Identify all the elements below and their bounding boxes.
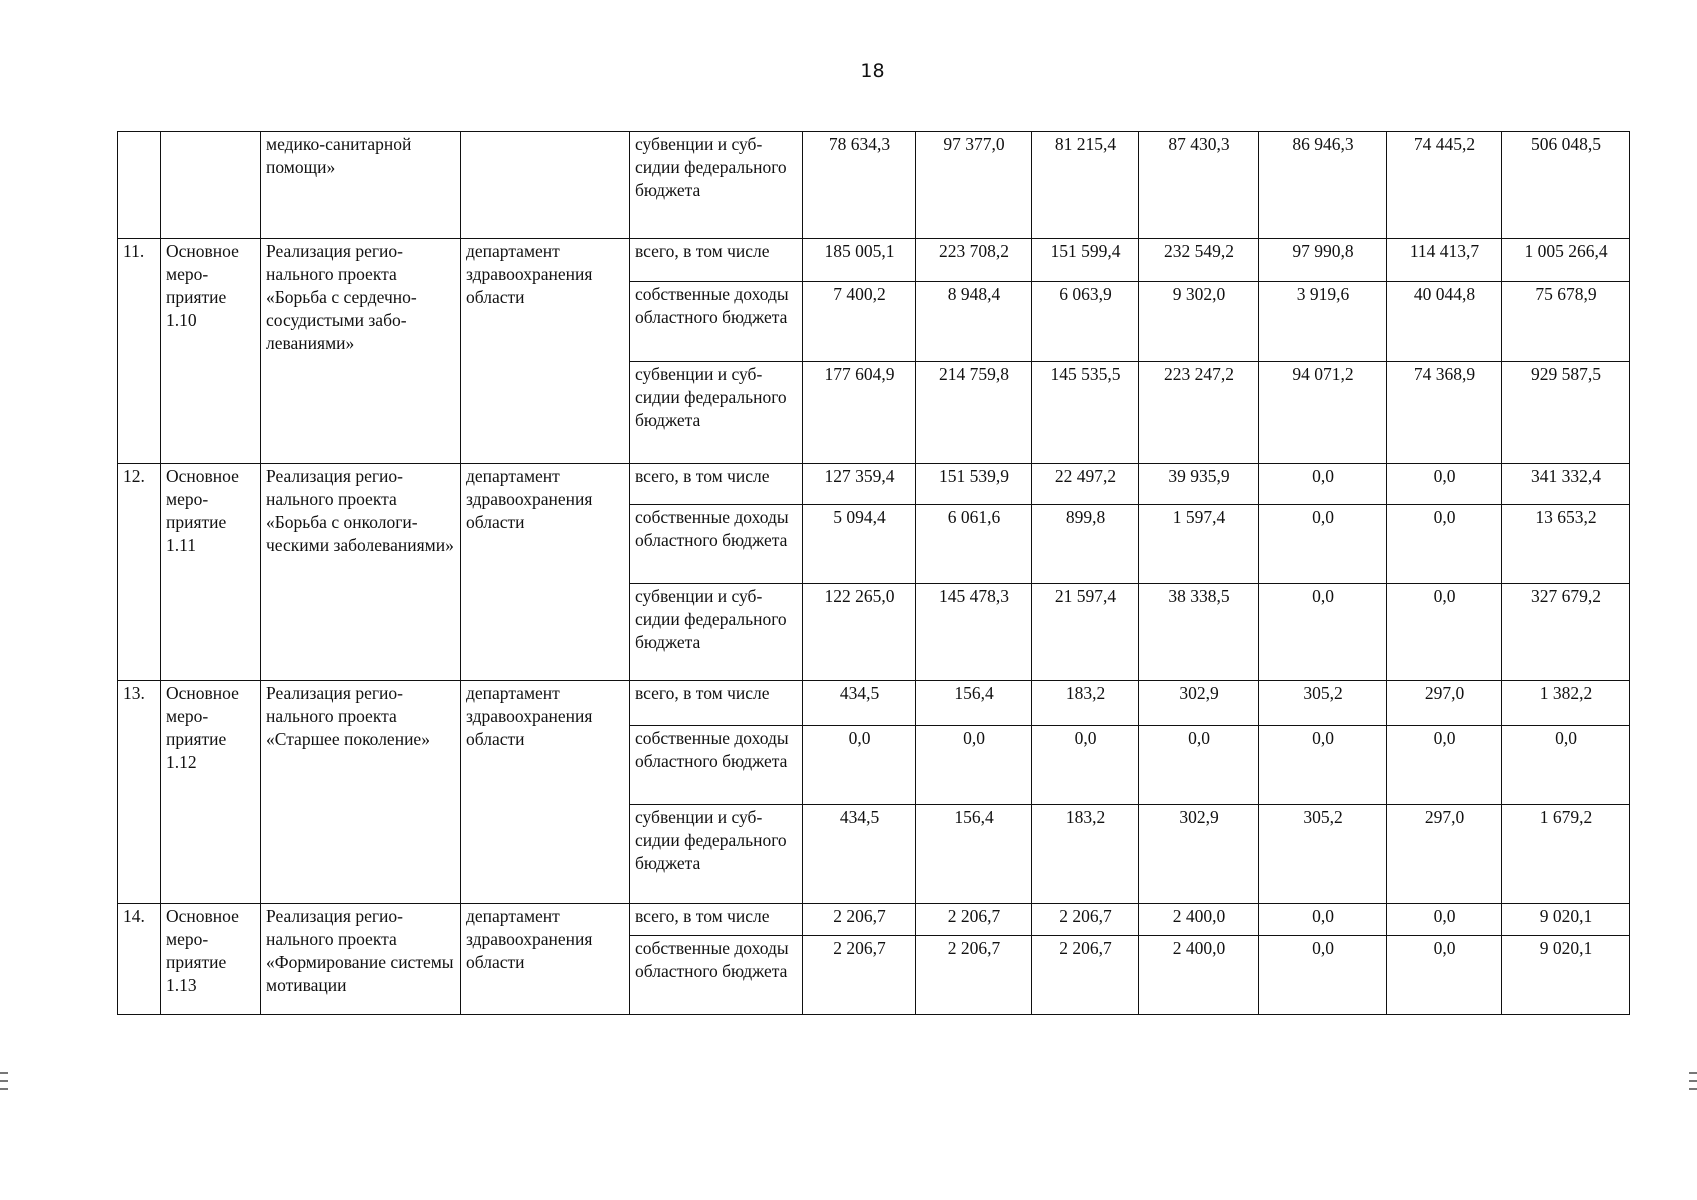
value-cell: 929 587,5 bbox=[1502, 362, 1630, 464]
page-number: 18 bbox=[860, 60, 885, 82]
scan-mark bbox=[1689, 1080, 1697, 1082]
value-cell: 232 549,2 bbox=[1139, 239, 1259, 282]
value-cell: 899,8 bbox=[1032, 505, 1139, 584]
source-cell: всего, в том числе bbox=[630, 239, 803, 282]
value-cell: 1 005 266,4 bbox=[1502, 239, 1630, 282]
value-cell: 434,5 bbox=[803, 681, 916, 726]
table-row bbox=[118, 132, 1630, 239]
value-cell: 2 206,7 bbox=[1032, 936, 1139, 1015]
value-cell: 183,2 bbox=[1032, 805, 1139, 904]
value-cell: 38 338,5 bbox=[1139, 584, 1259, 681]
value-cell: 151 599,4 bbox=[1032, 239, 1139, 282]
value-cell: 127 359,4 bbox=[803, 464, 916, 505]
value-cell: 0,0 bbox=[1502, 726, 1630, 805]
value-cell: 302,9 bbox=[1139, 681, 1259, 726]
value-cell: 0,0 bbox=[1259, 936, 1387, 1015]
title-cell: Реализация регионального проекта «Старшее поколение» bbox=[261, 681, 461, 904]
value-cell: 0,0 bbox=[1259, 726, 1387, 805]
value-cell: 1 597,4 bbox=[1139, 505, 1259, 584]
source-cell: собственные доходы областного бюджета bbox=[630, 936, 803, 1015]
value-cell: 145 478,3 bbox=[916, 584, 1032, 681]
value-cell: 75 678,9 bbox=[1502, 282, 1630, 362]
value-cell: 145 535,5 bbox=[1032, 362, 1139, 464]
title-cell: Реализация регионального проекта «Борьба с сердечнососудистыми заболеваниями» bbox=[261, 239, 461, 464]
executor-cell: департамент здравоохранения области bbox=[461, 464, 630, 681]
value-cell: 9 020,1 bbox=[1502, 904, 1630, 936]
scan-mark bbox=[0, 1080, 8, 1082]
number-cell bbox=[118, 132, 161, 239]
value-cell: 114 413,7 bbox=[1387, 239, 1502, 282]
source-cell: собственные доходы областного бюджета bbox=[630, 505, 803, 584]
value-cell: 185 005,1 bbox=[803, 239, 916, 282]
value-cell: 156,4 bbox=[916, 805, 1032, 904]
source-cell: собственные доходы областного бюджета bbox=[630, 282, 803, 362]
source-cell: всего, в том числе bbox=[630, 464, 803, 505]
value-cell: 97 990,8 bbox=[1259, 239, 1387, 282]
value-cell: 341 332,4 bbox=[1502, 464, 1630, 505]
kind-cell: Основное мероприятие 1.12 bbox=[161, 681, 261, 904]
value-cell: 3 919,6 bbox=[1259, 282, 1387, 362]
value-cell: 122 265,0 bbox=[803, 584, 916, 681]
title-cell: медико-санитарной помощи» bbox=[261, 132, 461, 239]
number-cell: 13. bbox=[118, 681, 161, 904]
value-cell: 2 206,7 bbox=[803, 936, 916, 1015]
value-cell: 305,2 bbox=[1259, 681, 1387, 726]
value-cell: 0,0 bbox=[1259, 584, 1387, 681]
executor-cell: департамент здравоохранения области bbox=[461, 681, 630, 904]
number-cell: 11. bbox=[118, 239, 161, 464]
source-cell: субвенции и субсидии федерального бюджета bbox=[630, 132, 803, 239]
value-cell: 0,0 bbox=[916, 726, 1032, 805]
budget-table bbox=[117, 131, 1630, 1015]
value-cell: 74 368,9 bbox=[1387, 362, 1502, 464]
value-cell: 0,0 bbox=[1259, 505, 1387, 584]
value-cell: 1 679,2 bbox=[1502, 805, 1630, 904]
value-cell: 297,0 bbox=[1387, 681, 1502, 726]
kind-cell: Основное мероприятие 1.10 bbox=[161, 239, 261, 464]
number-cell: 14. bbox=[118, 904, 161, 1015]
value-cell: 0,0 bbox=[1387, 726, 1502, 805]
number-cell: 12. bbox=[118, 464, 161, 681]
value-cell: 13 653,2 bbox=[1502, 505, 1630, 584]
executor-cell: департамент здравоохранения области bbox=[461, 904, 630, 1015]
value-cell: 297,0 bbox=[1387, 805, 1502, 904]
value-cell: 0,0 bbox=[1259, 464, 1387, 505]
value-cell: 5 094,4 bbox=[803, 505, 916, 584]
value-cell: 81 215,4 bbox=[1032, 132, 1139, 239]
value-cell: 2 206,7 bbox=[1032, 904, 1139, 936]
value-cell: 7 400,2 bbox=[803, 282, 916, 362]
value-cell: 74 445,2 bbox=[1387, 132, 1502, 239]
value-cell: 86 946,3 bbox=[1259, 132, 1387, 239]
value-cell: 214 759,8 bbox=[916, 362, 1032, 464]
value-cell: 9 020,1 bbox=[1502, 936, 1630, 1015]
value-cell: 434,5 bbox=[803, 805, 916, 904]
value-cell: 22 497,2 bbox=[1032, 464, 1139, 505]
value-cell: 305,2 bbox=[1259, 805, 1387, 904]
executor-cell: департамент здравоохранения области bbox=[461, 239, 630, 464]
source-cell: собственные доходы областного бюджета bbox=[630, 726, 803, 805]
scan-mark bbox=[1689, 1088, 1697, 1090]
table-row bbox=[118, 681, 1630, 726]
title-cell: Реализация регионального проекта «Борьба с онкологическими заболеваниями» bbox=[261, 464, 461, 681]
value-cell: 9 302,0 bbox=[1139, 282, 1259, 362]
value-cell: 151 539,9 bbox=[916, 464, 1032, 505]
value-cell: 2 206,7 bbox=[916, 936, 1032, 1015]
source-cell: субвенции и субсидии федерального бюджета bbox=[630, 362, 803, 464]
kind-cell: Основное мероприятие 1.11 bbox=[161, 464, 261, 681]
value-cell: 0,0 bbox=[1387, 936, 1502, 1015]
kind-cell: Основное мероприятие 1.13 bbox=[161, 904, 261, 1015]
value-cell: 2 400,0 bbox=[1139, 904, 1259, 936]
value-cell: 0,0 bbox=[1387, 904, 1502, 936]
value-cell: 0,0 bbox=[1259, 904, 1387, 936]
value-cell: 21 597,4 bbox=[1032, 584, 1139, 681]
value-cell: 0,0 bbox=[1387, 584, 1502, 681]
value-cell: 6 061,6 bbox=[916, 505, 1032, 584]
value-cell: 87 430,3 bbox=[1139, 132, 1259, 239]
value-cell: 183,2 bbox=[1032, 681, 1139, 726]
table-row bbox=[118, 239, 1630, 282]
value-cell: 0,0 bbox=[803, 726, 916, 805]
table-row bbox=[118, 904, 1630, 936]
value-cell: 506 048,5 bbox=[1502, 132, 1630, 239]
scan-mark bbox=[0, 1072, 8, 1074]
value-cell: 40 044,8 bbox=[1387, 282, 1502, 362]
value-cell: 97 377,0 bbox=[916, 132, 1032, 239]
value-cell: 0,0 bbox=[1387, 464, 1502, 505]
value-cell: 223 708,2 bbox=[916, 239, 1032, 282]
value-cell: 6 063,9 bbox=[1032, 282, 1139, 362]
value-cell: 0,0 bbox=[1387, 505, 1502, 584]
executor-cell bbox=[461, 132, 630, 239]
title-cell: Реализация регионального проекта «Формирование системы мотивации bbox=[261, 904, 461, 1015]
value-cell: 223 247,2 bbox=[1139, 362, 1259, 464]
source-cell: субвенции и субсидии федерального бюджета bbox=[630, 805, 803, 904]
value-cell: 8 948,4 bbox=[916, 282, 1032, 362]
value-cell: 177 604,9 bbox=[803, 362, 916, 464]
table-row bbox=[118, 464, 1630, 505]
value-cell: 78 634,3 bbox=[803, 132, 916, 239]
kind-cell bbox=[161, 132, 261, 239]
value-cell: 156,4 bbox=[916, 681, 1032, 726]
value-cell: 302,9 bbox=[1139, 805, 1259, 904]
source-cell: субвенции и субсидии федерального бюджета bbox=[630, 584, 803, 681]
value-cell: 2 206,7 bbox=[916, 904, 1032, 936]
value-cell: 0,0 bbox=[1139, 726, 1259, 805]
value-cell: 2 400,0 bbox=[1139, 936, 1259, 1015]
value-cell: 0,0 bbox=[1032, 726, 1139, 805]
value-cell: 327 679,2 bbox=[1502, 584, 1630, 681]
value-cell: 1 382,2 bbox=[1502, 681, 1630, 726]
scan-mark bbox=[0, 1088, 8, 1090]
value-cell: 39 935,9 bbox=[1139, 464, 1259, 505]
value-cell: 94 071,2 bbox=[1259, 362, 1387, 464]
source-cell: всего, в том числе bbox=[630, 904, 803, 936]
value-cell: 2 206,7 bbox=[803, 904, 916, 936]
scan-mark bbox=[1689, 1072, 1697, 1074]
source-cell: всего, в том числе bbox=[630, 681, 803, 726]
